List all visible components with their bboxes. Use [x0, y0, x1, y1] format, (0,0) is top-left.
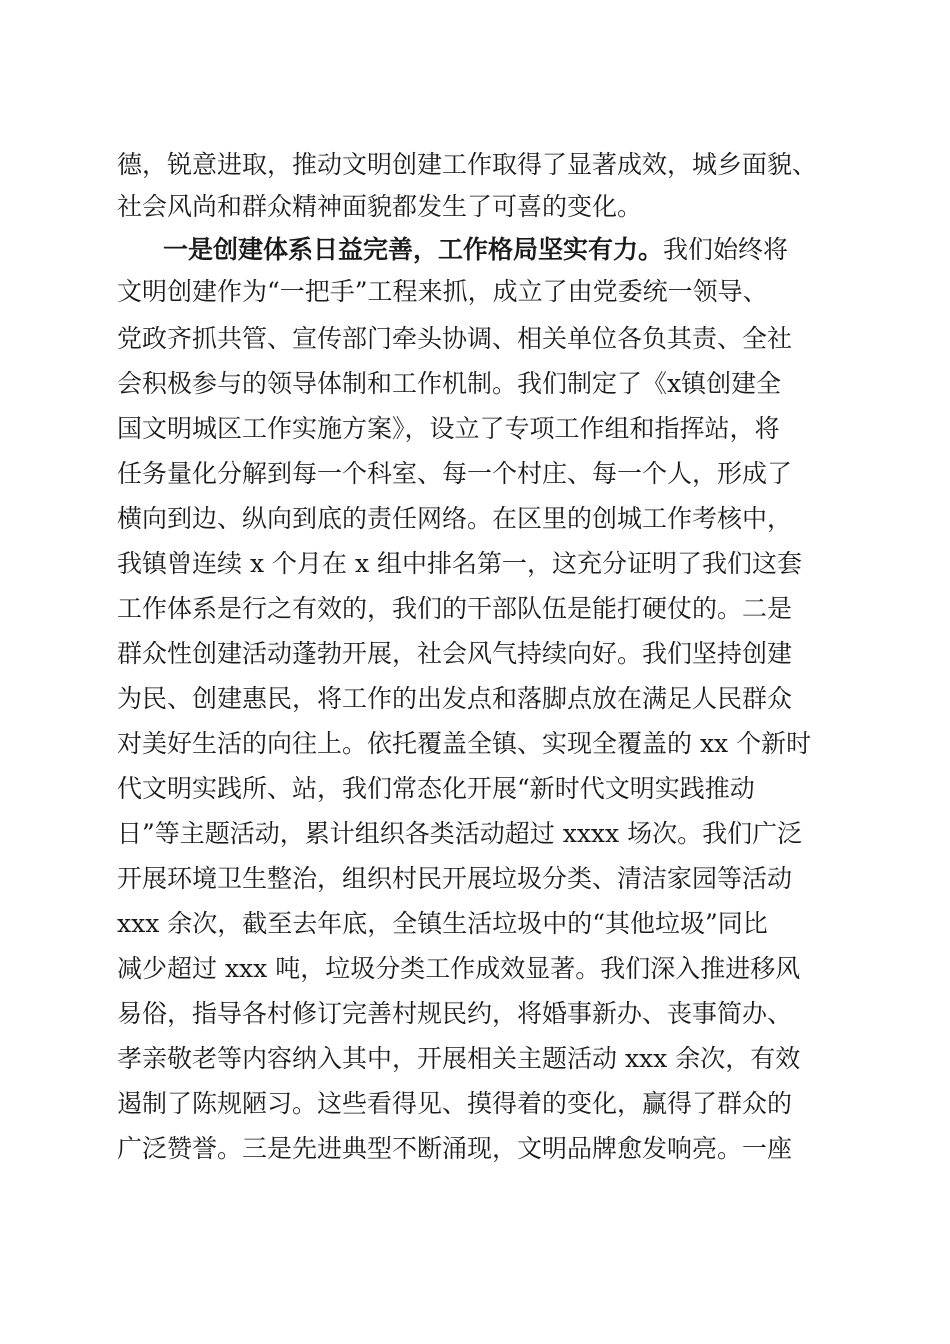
text-line: 对美好生活的向往上。依托覆盖全镇、实现全覆盖的 xx 个新时 [117, 729, 812, 758]
text-line: 群众性创建活动蓬勃开展，社会风气持续向好。我们坚持创建 [117, 639, 793, 668]
text-line: 遏制了陈规陋习。这些看得见、摸得着的变化，赢得了群众的 [117, 1089, 793, 1118]
text-line: 开展环境卫生整治，组织村民开展垃圾分类、清洁家园等活动 [117, 864, 793, 893]
text-line: 孝亲敬老等内容纳入其中，开展相关主题活动 xxx 余次，有效 [117, 1044, 801, 1073]
text-line: 党政齐抓共管、宣传部门牵头协调、相关单位各负其责、全社 [117, 324, 793, 353]
text-line: 减少超过 xxx 吨，垃圾分类工作成效显著。我们深入推进移风 [117, 954, 801, 983]
text-line: 广泛赞誉。三是先进典型不断涌现，文明品牌愈发响亮。一座 [117, 1134, 793, 1163]
section-heading-continuation: 我们始终将 [663, 235, 789, 264]
text-line: 代文明实践所、站，我们常态化开展“新时代文明实践推动 [117, 774, 755, 803]
text-line: 为民、创建惠民，将工作的出发点和落脚点放在满足人民群众 [117, 684, 793, 713]
text-line: 社会风尚和群众精神面貌都发生了可喜的变化。 [117, 192, 643, 221]
text-line: 文明创建作为“一把手”工程来抓，成立了由党委统一领导、 [117, 277, 768, 306]
text-line: 易俗，指导各村修订完善村规民约，将婚事新办、丧事简办、 [117, 999, 793, 1028]
text-line: 国文明城区工作实施方案》，设立了专项工作组和指挥站，将 [117, 414, 780, 443]
text-line: 我镇曾连续 x 个月在 x 组中排名第一，这充分证明了我们这套 [117, 549, 802, 578]
text-line: 会积极参与的领导体制和工作机制。我们制定了《x镇创建全 [117, 369, 782, 398]
text-line: 任务量化分解到每一个科室、每一个村庄、每一个人，形成了 [117, 459, 793, 488]
text-line: 日”等主题活动，累计组织各类活动超过 xxxx 场次。我们广泛 [117, 819, 803, 848]
text-line: 横向到边、纵向到底的责任网络。在区里的创城工作考核中， [117, 504, 793, 533]
text-line: 德，锐意进取，推动文明创建工作取得了显著成效，城乡面貌、 [117, 150, 818, 179]
text-line: xxx 余次，截至去年底，全镇生活垃圾中的“其他垃圾”同比 [117, 909, 768, 938]
text-line: 工作体系是行之有效的，我们的干部队伍是能打硬仗的。二是 [117, 594, 793, 623]
section-heading: 一是创建体系日益完善，工作格局坚实有力。 [163, 235, 664, 264]
